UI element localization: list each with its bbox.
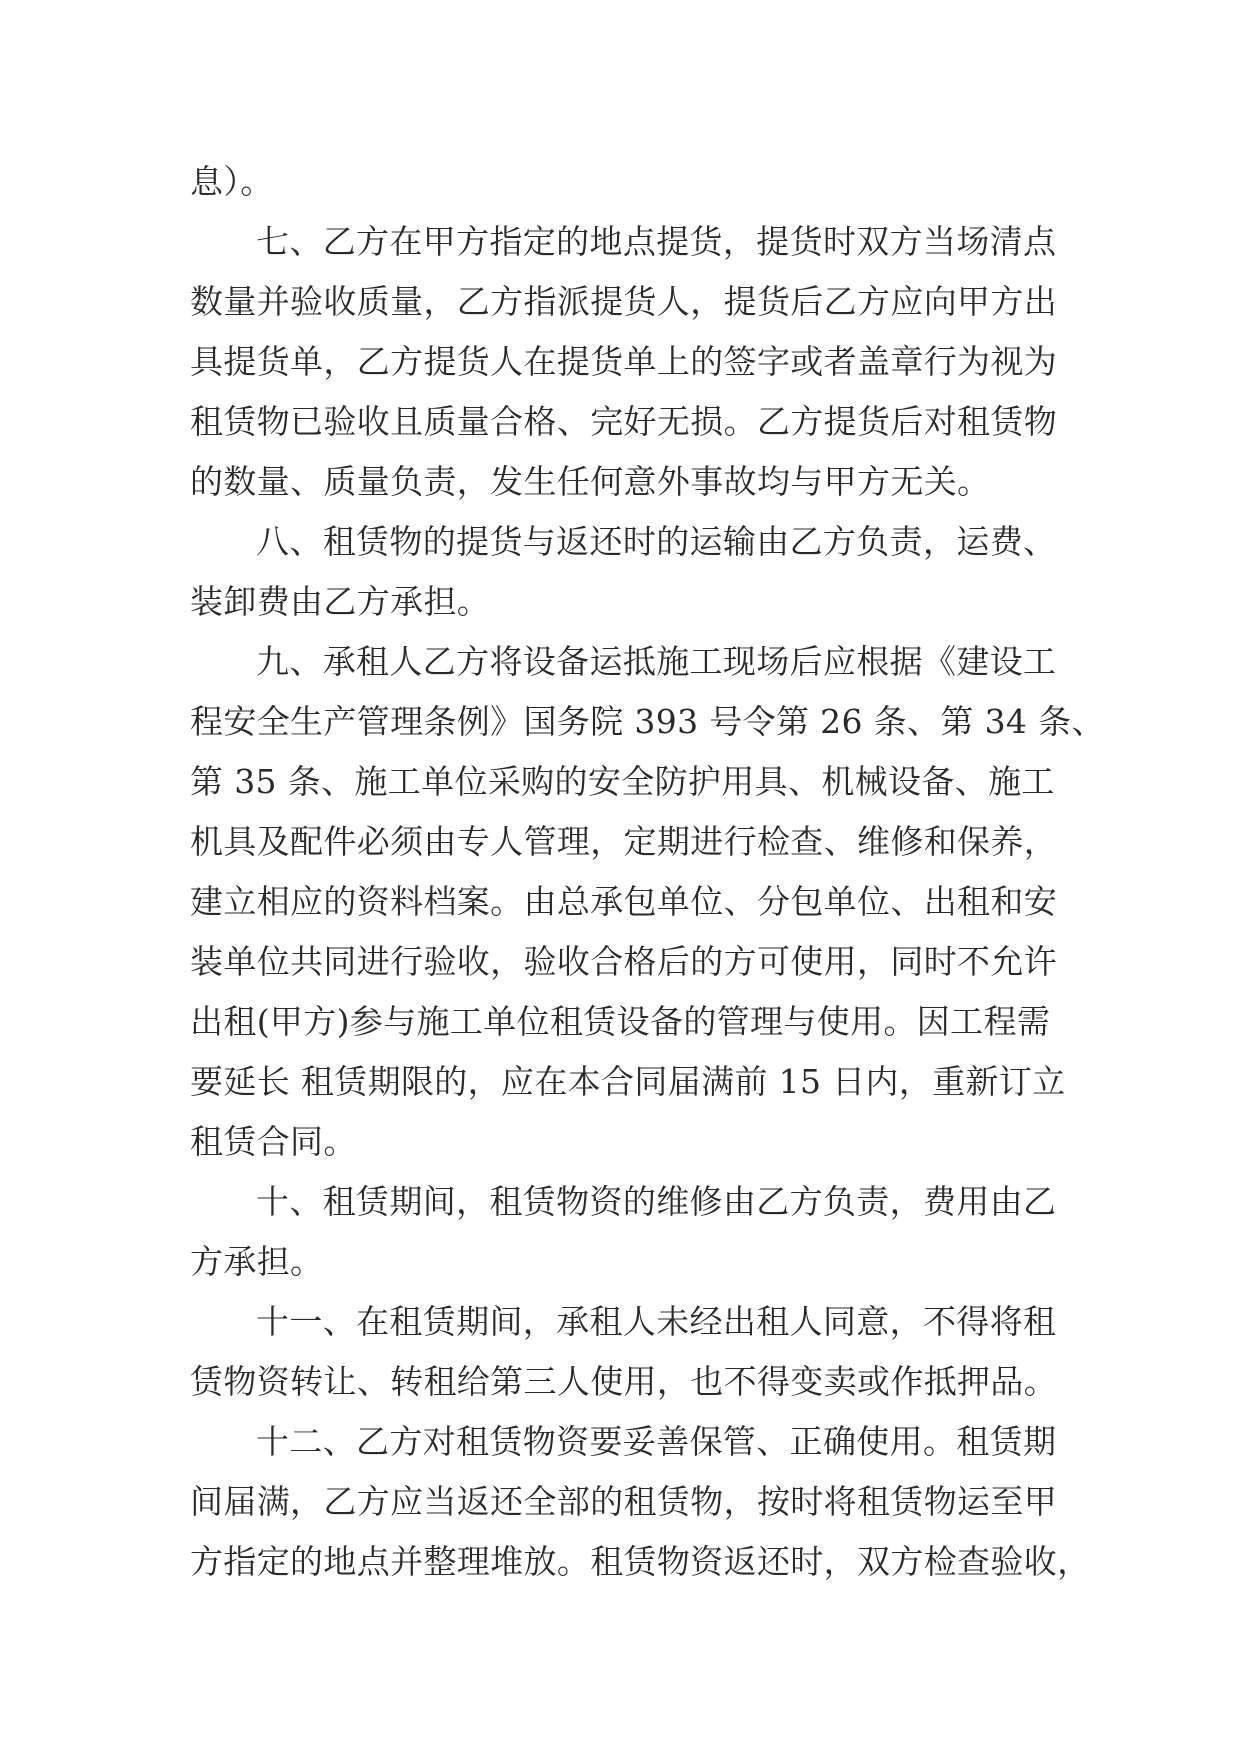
text-line: 方承担。: [190, 1242, 324, 1281]
paragraph-12-start: 十二、乙方对租赁物资要妥善保管、正确使用。租赁期: [256, 1422, 1057, 1461]
text-line: 装卸费由乙方承担。: [190, 582, 491, 621]
text-line: 第 35 条、施工单位采购的安全防护用具、机械设备、施工: [190, 762, 1055, 801]
text-line: 具提货单，乙方提货人在提货单上的签字或者盖章行为视为: [190, 342, 1058, 381]
paragraph-9-start: 九、承租人乙方将设备运抵施工现场后应根据《建设工: [256, 642, 1057, 681]
text-line: 程安全生产管理条例》国务院 393 号令第 26 条、第 34 条、: [190, 702, 1105, 741]
text-line: 息）。: [190, 162, 274, 201]
paragraph-8-start: 八、租赁物的提货与返还时的运输由乙方负责，运费、: [256, 522, 1057, 561]
text-line: 的数量、质量负责，发生任何意外事故均与甲方无关。: [190, 462, 991, 501]
text-line: 间届满，乙方应当返还全部的租赁物，按时将租赁物运至甲: [190, 1482, 1058, 1521]
text-line: 装单位共同进行验收，验收合格后的方可使用，同时不允许: [190, 942, 1058, 981]
text-line: 要延长 租赁期限的，应在本合同届满前 15 日内，重新订立: [190, 1062, 1066, 1101]
text-line: 机具及配件必须由专人管理，定期进行检查、维修和保养，: [190, 822, 1058, 861]
text-line: 出租(甲方)参与施工单位租赁设备的管理与使用。因工程需: [190, 1002, 1051, 1041]
paragraph-10-start: 十、租赁期间，租赁物资的维修由乙方负责，费用由乙: [256, 1182, 1057, 1221]
paragraph-7-start: 七、乙方在甲方指定的地点提货，提货时双方当场清点: [256, 222, 1057, 261]
text-line: 建立相应的资料档案。由总承包单位、分包单位、出租和安: [190, 882, 1058, 921]
text-line: 租赁合同。: [190, 1122, 357, 1161]
text-line: 数量并验收质量，乙方指派提货人，提货后乙方应向甲方出: [190, 282, 1058, 321]
text-line: 方指定的地点并整理堆放。租赁物资返还时，双方检查验收，: [190, 1542, 1091, 1581]
text-line: 赁物资转让、转租给第三人使用，也不得变卖或作抵押品。: [190, 1362, 1058, 1401]
text-line: 租赁物已验收且质量合格、完好无损。乙方提货后对租赁物: [190, 402, 1058, 441]
paragraph-11-start: 十一、在租赁期间，承租人未经出租人同意，不得将租: [256, 1302, 1057, 1341]
